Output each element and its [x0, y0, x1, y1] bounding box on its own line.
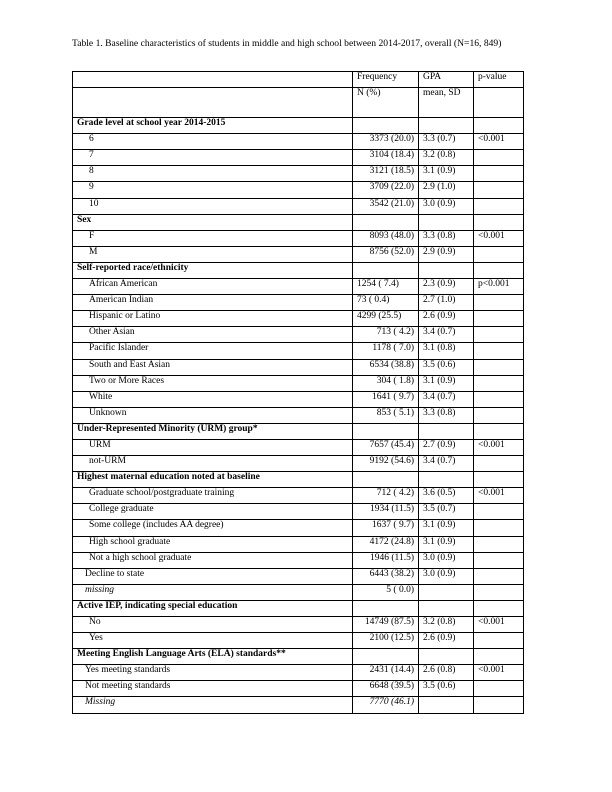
gpa-cell: 3.0 (0.9) — [419, 198, 474, 214]
frequency-cell: 6648 (39.5) — [353, 681, 419, 697]
table-row — [73, 311, 524, 327]
table-section-row — [73, 118, 524, 134]
section-empty-cell — [353, 600, 419, 616]
gpa-cell: 3.5 (0.6) — [419, 359, 474, 375]
frequency-cell: 1178 ( 7.0) — [353, 343, 419, 359]
p-value-cell — [474, 697, 524, 713]
p-value-cell — [474, 504, 524, 520]
row-label: F — [73, 230, 353, 246]
section-empty-cell — [419, 649, 474, 665]
row-label: Missing — [73, 697, 353, 713]
row-label: Pacific Islander — [73, 343, 353, 359]
frequency-cell: 1946 (11.5) — [353, 552, 419, 568]
row-label: Other Asian — [73, 327, 353, 343]
table-row — [73, 230, 524, 246]
p-value-cell — [474, 456, 524, 472]
table-row — [73, 617, 524, 633]
table-row — [73, 391, 524, 407]
table-row — [73, 198, 524, 214]
gpa-cell: 3.1 (0.9) — [419, 536, 474, 552]
table-row — [73, 568, 524, 584]
gpa-cell: 2.3 (0.9) — [419, 279, 474, 295]
frequency-cell: 14749 (87.5) — [353, 617, 419, 633]
row-label: African American — [73, 279, 353, 295]
frequency-cell: 2100 (12.5) — [353, 633, 419, 649]
row-label: American Indian — [73, 295, 353, 311]
frequency-cell: 713 ( 4.2) — [353, 327, 419, 343]
gpa-cell: 2.9 (1.0) — [419, 182, 474, 198]
section-label: Under-Represented Minority (URM) group* — [73, 423, 353, 439]
p-value-cell — [474, 166, 524, 182]
section-empty-cell — [474, 262, 524, 278]
table-row — [73, 295, 524, 311]
table-section-row — [73, 600, 524, 616]
subheader-blank-cell — [73, 88, 353, 118]
row-label: Yes — [73, 633, 353, 649]
gpa-cell: 3.1 (0.9) — [419, 520, 474, 536]
frequency-cell: 853 ( 5.1) — [353, 407, 419, 423]
p-value-cell — [474, 343, 524, 359]
section-empty-cell — [474, 423, 524, 439]
gpa-cell — [419, 697, 474, 713]
gpa-cell: 3.1 (0.9) — [419, 166, 474, 182]
frequency-cell: 8093 (48.0) — [353, 230, 419, 246]
header-blank-cell — [73, 72, 353, 88]
p-value-cell — [474, 246, 524, 262]
frequency-cell: 3121 (18.5) — [353, 166, 419, 182]
frequency-cell: 6534 (38.8) — [353, 359, 419, 375]
frequency-cell: 73 ( 0.4) — [353, 295, 419, 311]
row-label: 6 — [73, 134, 353, 150]
p-value-cell: <0.001 — [474, 488, 524, 504]
table-row — [73, 246, 524, 262]
gpa-cell: 3.0 (0.9) — [419, 552, 474, 568]
table-row — [73, 327, 524, 343]
table-header-row — [73, 72, 524, 88]
table-section-row — [73, 214, 524, 230]
section-empty-cell — [419, 472, 474, 488]
p-value-cell — [474, 359, 524, 375]
row-label: South and East Asian — [73, 359, 353, 375]
subheader-p-value — [474, 88, 524, 118]
table-row — [73, 343, 524, 359]
p-value-cell — [474, 633, 524, 649]
row-label: Two or More Races — [73, 375, 353, 391]
section-empty-cell — [419, 423, 474, 439]
p-value-cell: <0.001 — [474, 665, 524, 681]
gpa-cell: 3.1 (0.8) — [419, 343, 474, 359]
gpa-cell: 3.2 (0.8) — [419, 617, 474, 633]
table-row — [73, 552, 524, 568]
table-subheader-row — [73, 88, 524, 118]
gpa-cell: 3.2 (0.8) — [419, 150, 474, 166]
gpa-cell: 2.7 (1.0) — [419, 295, 474, 311]
section-empty-cell — [474, 214, 524, 230]
gpa-cell: 3.6 (0.5) — [419, 488, 474, 504]
row-label: URM — [73, 439, 353, 455]
row-label: Decline to state — [73, 568, 353, 584]
table-row — [73, 439, 524, 455]
gpa-cell: 3.4 (0.7) — [419, 391, 474, 407]
frequency-cell: 1934 (11.5) — [353, 504, 419, 520]
row-label: M — [73, 246, 353, 262]
frequency-cell: 1637 ( 9.7) — [353, 520, 419, 536]
section-label: Active IEP, indicating special education — [73, 600, 353, 616]
table-caption: Table 1. Baseline characteristics of students in middle and high school between 2014-2017, overall (N=16, 849) — [72, 38, 502, 49]
p-value-cell — [474, 584, 524, 600]
frequency-cell: 3709 (22.0) — [353, 182, 419, 198]
section-label: Highest maternal education noted at baseline — [73, 472, 353, 488]
section-empty-cell — [353, 472, 419, 488]
p-value-cell — [474, 327, 524, 343]
row-label: Some college (includes AA degree) — [73, 520, 353, 536]
row-label: Graduate school/postgraduate training — [73, 488, 353, 504]
table-row — [73, 166, 524, 182]
section-empty-cell — [419, 214, 474, 230]
p-value-cell — [474, 182, 524, 198]
p-value-cell — [474, 150, 524, 166]
section-empty-cell — [474, 600, 524, 616]
table-row — [73, 456, 524, 472]
row-label: Unknown — [73, 407, 353, 423]
row-label: 8 — [73, 166, 353, 182]
table-row — [73, 504, 524, 520]
section-empty-cell — [419, 600, 474, 616]
table-row — [73, 134, 524, 150]
p-value-cell — [474, 407, 524, 423]
gpa-cell: 3.3 (0.8) — [419, 407, 474, 423]
header-frequency: Frequency — [353, 72, 419, 88]
p-value-cell: <0.001 — [474, 134, 524, 150]
table-row — [73, 488, 524, 504]
gpa-cell: 3.4 (0.7) — [419, 456, 474, 472]
row-label: 9 — [73, 182, 353, 198]
gpa-cell: 3.5 (0.6) — [419, 681, 474, 697]
table-row — [73, 681, 524, 697]
table-row — [73, 279, 524, 295]
section-empty-cell — [474, 472, 524, 488]
p-value-cell — [474, 295, 524, 311]
table-row — [73, 665, 524, 681]
row-label: No — [73, 617, 353, 633]
gpa-cell: 3.5 (0.7) — [419, 504, 474, 520]
table-row — [73, 633, 524, 649]
row-label: White — [73, 391, 353, 407]
row-label: missing — [73, 584, 353, 600]
gpa-cell: 2.6 (0.9) — [419, 633, 474, 649]
p-value-cell — [474, 520, 524, 536]
table-row — [73, 359, 524, 375]
row-label: 10 — [73, 198, 353, 214]
p-value-cell — [474, 375, 524, 391]
p-value-cell — [474, 536, 524, 552]
frequency-cell: 5 ( 0.0) — [353, 584, 419, 600]
p-value-cell — [474, 568, 524, 584]
table-section-row — [73, 423, 524, 439]
table-row — [73, 697, 524, 713]
gpa-cell — [419, 584, 474, 600]
gpa-cell: 2.6 (0.9) — [419, 311, 474, 327]
header-p-value: p-value — [474, 72, 524, 88]
section-empty-cell — [353, 214, 419, 230]
gpa-cell: 3.4 (0.7) — [419, 327, 474, 343]
table-row — [73, 375, 524, 391]
frequency-cell: 6443 (38.2) — [353, 568, 419, 584]
row-label: not-URM — [73, 456, 353, 472]
section-empty-cell — [353, 262, 419, 278]
section-label: Sex — [73, 214, 353, 230]
header-gpa: GPA — [419, 72, 474, 88]
section-label: Self-reported race/ethnicity — [73, 262, 353, 278]
section-label: Grade level at school year 2014-2015 — [73, 118, 353, 134]
row-label: Not a high school graduate — [73, 552, 353, 568]
frequency-cell: 4299 (25.5) — [353, 311, 419, 327]
p-value-cell: <0.001 — [474, 617, 524, 633]
section-empty-cell — [419, 118, 474, 134]
frequency-cell: 3373 (20.0) — [353, 134, 419, 150]
frequency-cell: 7657 (45.4) — [353, 439, 419, 455]
frequency-cell: 4172 (24.8) — [353, 536, 419, 552]
subheader-frequency: N (%) — [353, 88, 419, 118]
row-label: High school graduate — [73, 536, 353, 552]
table-row — [73, 150, 524, 166]
section-empty-cell — [474, 118, 524, 134]
p-value-cell: <0.001 — [474, 230, 524, 246]
table-section-row — [73, 649, 524, 665]
table-row — [73, 407, 524, 423]
frequency-cell: 3542 (21.0) — [353, 198, 419, 214]
p-value-cell: <0.001 — [474, 439, 524, 455]
p-value-cell — [474, 311, 524, 327]
frequency-cell: 1641 ( 9.7) — [353, 391, 419, 407]
p-value-cell — [474, 391, 524, 407]
section-empty-cell — [353, 649, 419, 665]
frequency-cell: 1254 ( 7.4) — [353, 279, 419, 295]
gpa-cell: 2.7 (0.9) — [419, 439, 474, 455]
p-value-cell — [474, 552, 524, 568]
gpa-cell: 2.9 (0.9) — [419, 246, 474, 262]
frequency-cell: 8756 (52.0) — [353, 246, 419, 262]
row-label: 7 — [73, 150, 353, 166]
frequency-cell: 7770 (46.1) — [353, 697, 419, 713]
frequency-cell: 9192 (54.6) — [353, 456, 419, 472]
p-value-cell: p<0.001 — [474, 279, 524, 295]
baseline-characteristics-table — [72, 71, 524, 714]
p-value-cell — [474, 198, 524, 214]
gpa-cell: 3.3 (0.8) — [419, 230, 474, 246]
subheader-gpa: mean, SD — [419, 88, 474, 118]
gpa-cell: 3.0 (0.9) — [419, 568, 474, 584]
section-empty-cell — [353, 118, 419, 134]
gpa-cell: 2.6 (0.8) — [419, 665, 474, 681]
frequency-cell: 3104 (18.4) — [353, 150, 419, 166]
table-row — [73, 536, 524, 552]
row-label: Hispanic or Latino — [73, 311, 353, 327]
section-empty-cell — [419, 262, 474, 278]
gpa-cell: 3.3 (0.7) — [419, 134, 474, 150]
gpa-cell: 3.1 (0.9) — [419, 375, 474, 391]
section-empty-cell — [474, 649, 524, 665]
frequency-cell: 2431 (14.4) — [353, 665, 419, 681]
row-label: Not meeting standards — [73, 681, 353, 697]
row-label: Yes meeting standards — [73, 665, 353, 681]
section-label: Meeting English Language Arts (ELA) standards** — [73, 649, 353, 665]
table-row — [73, 584, 524, 600]
table-section-row — [73, 472, 524, 488]
frequency-cell: 304 ( 1.8) — [353, 375, 419, 391]
table-section-row — [73, 262, 524, 278]
table-row — [73, 182, 524, 198]
p-value-cell — [474, 681, 524, 697]
row-label: College graduate — [73, 504, 353, 520]
section-empty-cell — [353, 423, 419, 439]
table-row — [73, 520, 524, 536]
frequency-cell: 712 ( 4.2) — [353, 488, 419, 504]
